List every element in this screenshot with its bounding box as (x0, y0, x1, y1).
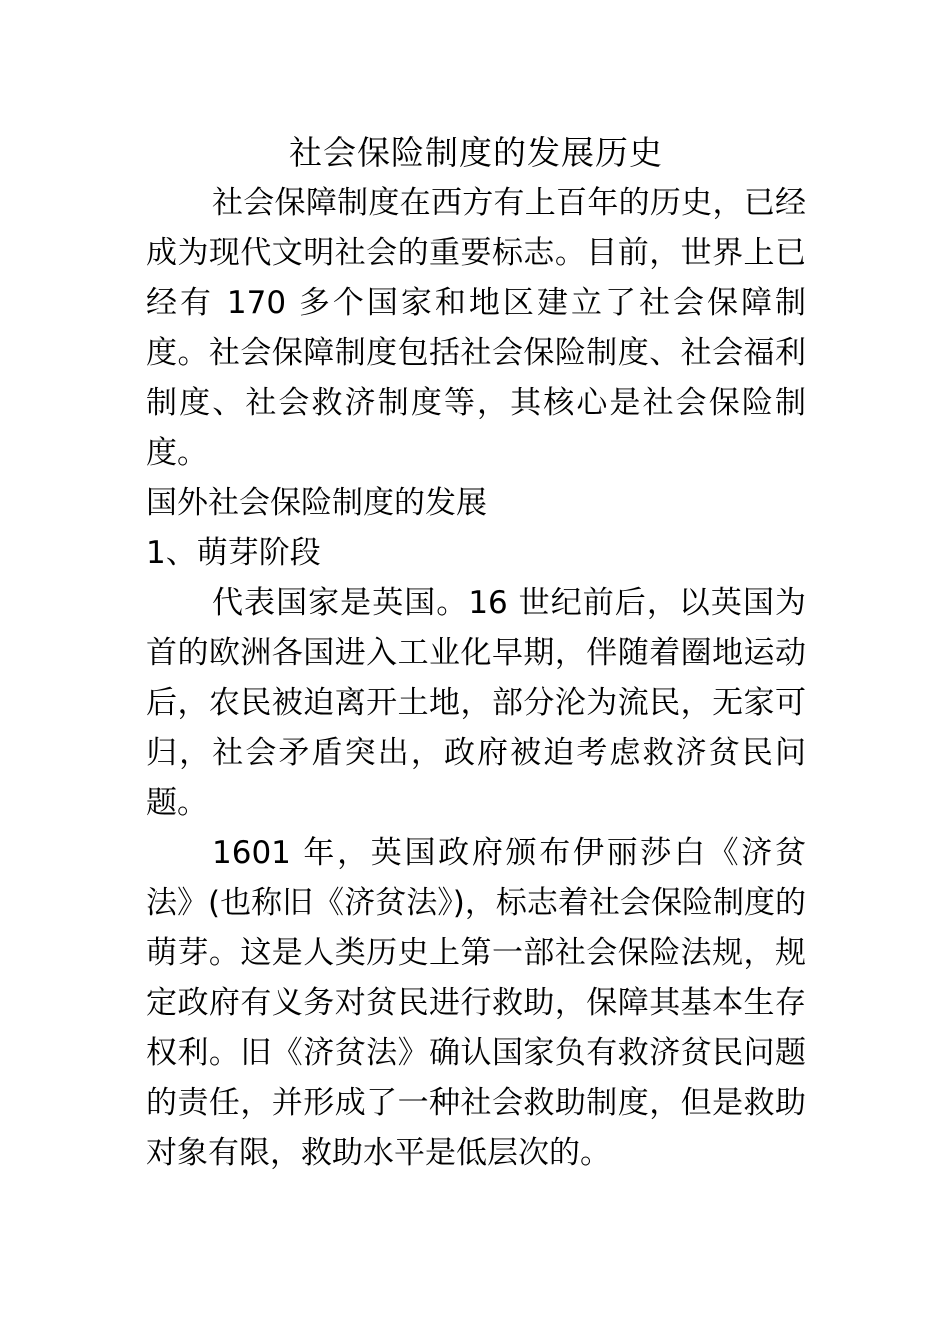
subsection-heading: 1、萌芽阶段 (146, 535, 321, 571)
document-title: 社会保险制度的发展历史 (289, 133, 663, 172)
body-paragraph-1: 代表国家是英国。16 世纪前后，以英国为首的欧洲各国进入工业化早期，伴随着圈地运动后，农民被迫离开土地，部分沦为流民，无家可归，社会矛盾突出，政府被迫考虑救济贫民问题。 (146, 585, 806, 821)
document-body (146, 128, 806, 1178)
intro-paragraph: 社会保障制度在西方有上百年的历史，已经成为现代文明社会的重要标志。目前，世界上已经有 170 多个国家和地区建立了社会保障制度。社会保障制度包括社会保险制度、社会福利制度、社会救济制度等，其核心是社会保险制度。 (146, 185, 806, 471)
section-heading: 国外社会保险制度的发展 (146, 485, 487, 521)
body-paragraph-2: 1601 年，英国政府颁布伊丽莎白《济贫法》(也称旧《济贫法》)，标志着社会保险制度的萌芽。这是人类历史上第一部社会保险法规，规定政府有义务对贫民进行救助，保障其基本生存权利。旧《济贫法》确认国家负有救济贫民问题的责任，并形成了一种社会救助制度，但是救助对象有限，救助水平是低层次的。 (146, 835, 806, 1171)
